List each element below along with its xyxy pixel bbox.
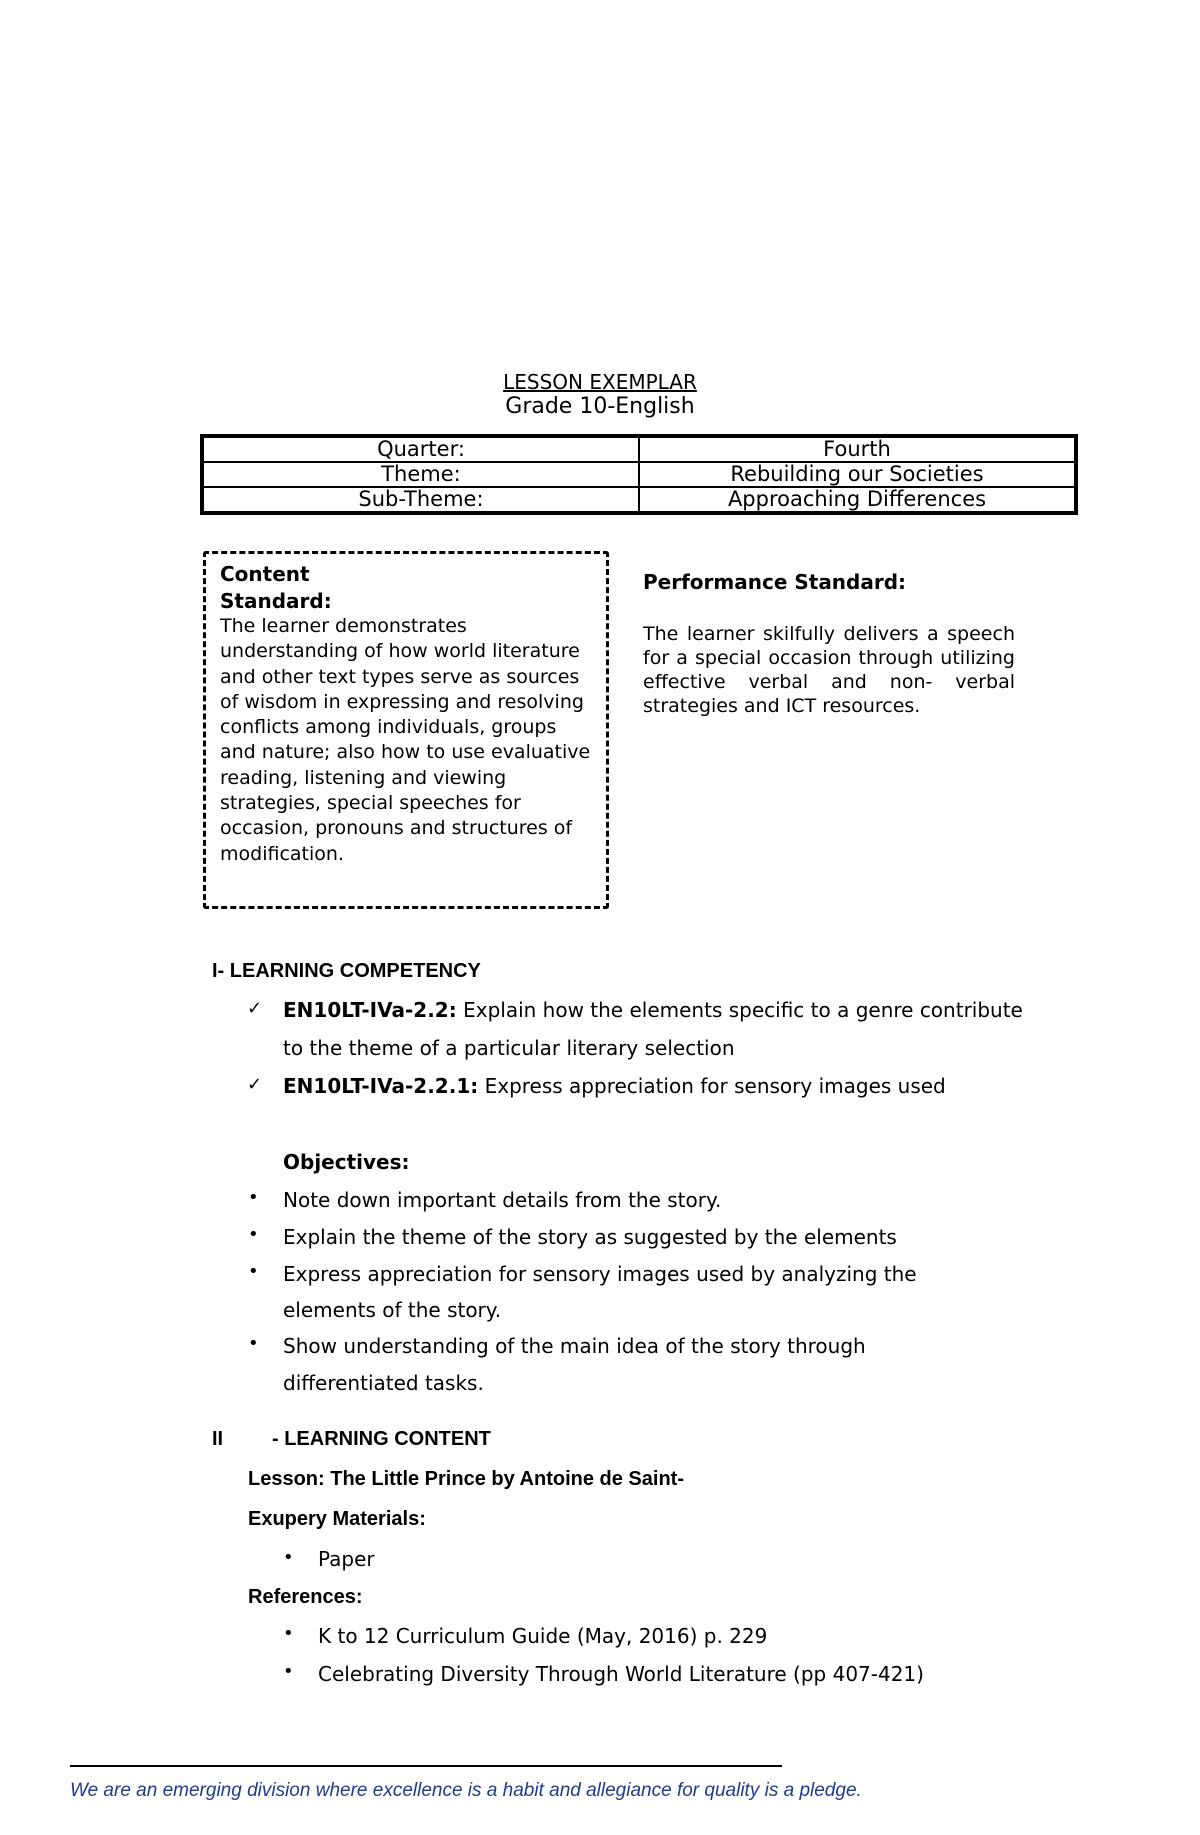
bullet-icon: • (283, 1547, 294, 1568)
content-standard-body: The learner demonstrates understanding of how world literature and other text types serve as sources of wisdom in expressing and resolving conflicts among individuals, groups and nature; also how to use evaluative reading, listening and viewing strategies, special speeches for occasion, pronouns and structures of modification. (220, 615, 591, 865)
objective-item-continued: elements of the story. (283, 1298, 502, 1322)
bullet-icon: • (248, 1224, 259, 1245)
lesson-title: Lesson: The Little Prince by Antoine de Saint- (248, 1468, 684, 1490)
bullet-icon: • (248, 1187, 259, 1208)
table-row (202, 487, 1076, 513)
bullet-icon: • (283, 1661, 294, 1682)
performance-standard-heading: Performance Standard: (643, 570, 907, 594)
references-heading: References: (248, 1586, 363, 1608)
content-standard-heading: Content Standard: (220, 562, 332, 613)
info-key: Quarter: (202, 436, 639, 462)
competency-item (283, 998, 1023, 1022)
check-icon: ✓ (247, 1074, 263, 1095)
objectives-heading: Objectives: (283, 1150, 410, 1174)
competency-code: EN10LT-IVa-2.2: (283, 998, 457, 1022)
material-item: Paper (318, 1547, 375, 1571)
bullet-icon: • (283, 1623, 294, 1644)
competency-text: Express appreciation for sensory images used (484, 1074, 946, 1098)
objective-item: Show understanding of the main idea of the story through (283, 1334, 866, 1358)
lesson-info-table (200, 434, 1078, 515)
competency-item (283, 1074, 946, 1098)
performance-standard-body: The learner skilfully delivers a speech for a special occasion through utilizing effective verbal and non- verbal strategies and ICT resources. (643, 623, 1015, 717)
reference-item: K to 12 Curriculum Guide (May, 2016) p. 229 (318, 1624, 768, 1648)
bullet-icon: • (248, 1261, 259, 1282)
table-row (202, 436, 1076, 462)
materials-heading: Exupery Materials: (248, 1508, 426, 1530)
competency-code: EN10LT-IVa-2.2.1: (283, 1074, 479, 1098)
footer-tagline: We are an emerging division where excellence is a habit and allegiance for quality is a pledge. (70, 1780, 862, 1801)
competency-text: Explain how the elements specific to a genre contribute (463, 998, 1023, 1022)
learning-content-number: II (212, 1428, 224, 1450)
objective-item: Note down important details from the story. (283, 1188, 722, 1212)
info-value: Rebuilding our Societies (639, 462, 1076, 487)
competency-text-continued: to the theme of a particular literary selection (283, 1036, 735, 1060)
objective-item-continued: differentiated tasks. (283, 1371, 484, 1395)
footer-divider (70, 1765, 782, 1767)
document-subtitle: Grade 10-English (505, 394, 695, 419)
info-key: Theme: (202, 462, 639, 487)
learning-competency-heading: I- LEARNING COMPETENCY (212, 960, 481, 982)
document-title: LESSON EXEMPLAR (503, 370, 697, 394)
info-key: Sub-Theme: (202, 487, 639, 513)
objective-item: Express appreciation for sensory images used by analyzing the (283, 1262, 917, 1286)
info-value: Fourth (639, 436, 1076, 462)
table-row (202, 462, 1076, 487)
check-icon: ✓ (247, 998, 263, 1019)
objective-item: Explain the theme of the story as suggested by the elements (283, 1225, 897, 1249)
info-value: Approaching Differences (639, 487, 1076, 513)
reference-item: Celebrating Diversity Through World Literature (pp 407-421) (318, 1662, 924, 1686)
learning-content-heading: - LEARNING CONTENT (272, 1428, 491, 1450)
bullet-icon: • (248, 1333, 259, 1354)
